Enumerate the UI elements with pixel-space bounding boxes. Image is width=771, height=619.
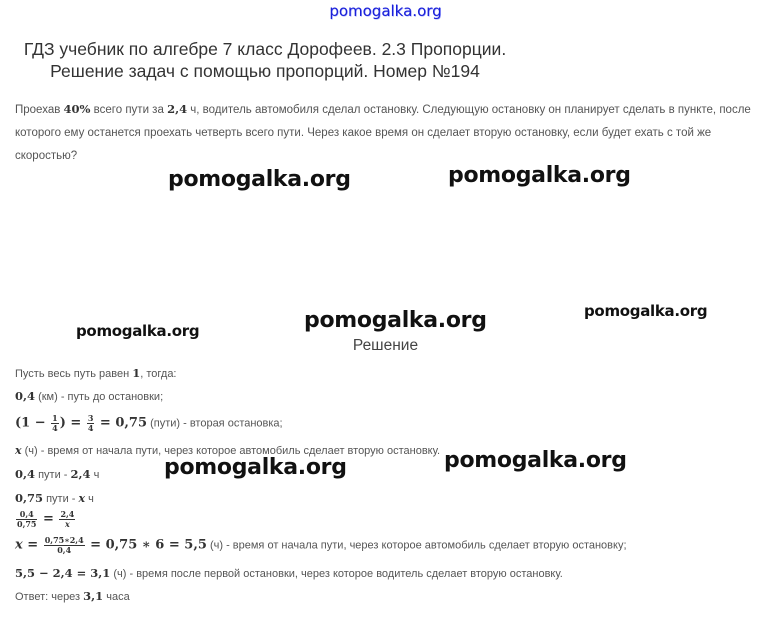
solution-math: =	[38, 511, 59, 527]
solution-text: Пусть весь путь равен	[15, 368, 133, 380]
problem-text-3: ч, водитель автомобиля сделал остановку. Следующую остановку он планирует сделать в пункте, после которого ему останется проехать четверть всего пути. Через какое время он сделает вторую остановку, если будет ехать с той же скоростью?	[15, 104, 751, 162]
solution-text: (ч) - время от начала пути, через которое автомобиль сделает вторую остановку;	[206, 539, 627, 552]
solution-math: 1	[132, 366, 141, 380]
fraction	[44, 536, 85, 555]
problem-time: 2,4	[167, 102, 188, 116]
solution-heading: Решение	[352, 337, 419, 354]
problem-text-2: всего пути за	[90, 104, 168, 116]
watermark: pomogalka.org	[304, 308, 487, 333]
fraction-denominator: 0,75	[17, 519, 37, 529]
solution-variable: x	[78, 492, 86, 505]
watermark: pomogalka.org	[76, 322, 200, 340]
solution-line-8	[15, 536, 627, 555]
solution-line-2	[15, 389, 163, 403]
solution-line-5	[15, 467, 99, 481]
fraction-numerator: 0,4	[16, 510, 37, 520]
fraction	[16, 510, 37, 529]
fraction-numerator: 1	[52, 413, 58, 423]
solution-text: пути -	[43, 493, 79, 505]
solution-line-3	[15, 414, 283, 433]
solution-line-7	[15, 510, 76, 529]
solution-text: Ответ: через	[15, 591, 84, 603]
fraction-denominator: x	[65, 519, 70, 529]
page-title: ГДЗ учебник по алгебре 7 класс Дорофеев. 2.3 Пропорции. Решение задач с помощью пропорций. Номер №194	[23, 39, 507, 81]
answer-value: 3,1	[83, 589, 104, 603]
solution-line-9	[15, 566, 563, 580]
fraction-denominator: 0,4	[57, 545, 72, 555]
fraction-numerator: 3	[87, 413, 94, 423]
watermark: pomogalka.org	[168, 167, 351, 192]
solution-math: 0,75	[15, 491, 44, 505]
solution-math: =	[22, 537, 43, 553]
fraction	[87, 414, 95, 433]
solution-math: 5,5 − 2,4 = 3,1	[15, 566, 111, 580]
solution-text: часа	[103, 591, 130, 603]
watermark: pomogalka.org	[448, 163, 631, 188]
fraction-numerator: 0,75∗2,4	[44, 535, 84, 545]
watermark: pomogalka.org	[584, 302, 708, 320]
fraction-denominator: 4	[52, 423, 58, 433]
solution-math: 0,4	[15, 467, 36, 481]
solution-math: ) =	[59, 415, 86, 431]
solution-math: (1 −	[15, 415, 51, 431]
solution-math: 2,4	[70, 467, 91, 481]
site-header-logo[interactable]: pomogalka.org	[329, 2, 442, 20]
fraction-numerator: 2,4	[60, 509, 75, 519]
solution-text: (ч) - время после первой остановки, через которое водитель сделает вторую остановку.	[110, 568, 563, 580]
solution-math: 0,4	[15, 389, 36, 403]
solution-line-1	[15, 366, 177, 380]
solution-text: (пути) - вторая остановка;	[147, 417, 283, 430]
solution-math: = 0,75 ∗ 6 = 5,5	[85, 537, 207, 553]
solution-variable: x	[15, 444, 22, 457]
answer-line	[15, 589, 130, 603]
solution-variable: x	[15, 537, 23, 553]
solution-line-4	[15, 444, 440, 457]
solution-math: = 0,75	[95, 415, 148, 431]
solution-line-6	[15, 491, 94, 505]
solution-text: (ч) - время от начала пути, через которое автомобиль сделает вторую остановку.	[21, 445, 441, 457]
problem-statement	[15, 98, 760, 168]
solution-text: (км) - путь до остановки;	[35, 391, 164, 403]
solution-text: , тогда:	[140, 368, 177, 380]
solution-text: ч	[90, 469, 100, 481]
problem-text-1: Проехав	[15, 104, 64, 116]
fraction	[51, 414, 59, 433]
problem-percent: 40%	[63, 102, 91, 116]
watermark: pomogalka.org	[444, 448, 627, 473]
fraction-denominator: 4	[87, 423, 94, 433]
fraction	[59, 510, 75, 529]
solution-text: ч	[85, 493, 94, 505]
solution-text: пути -	[35, 469, 71, 481]
watermark: pomogalka.org	[164, 455, 347, 480]
